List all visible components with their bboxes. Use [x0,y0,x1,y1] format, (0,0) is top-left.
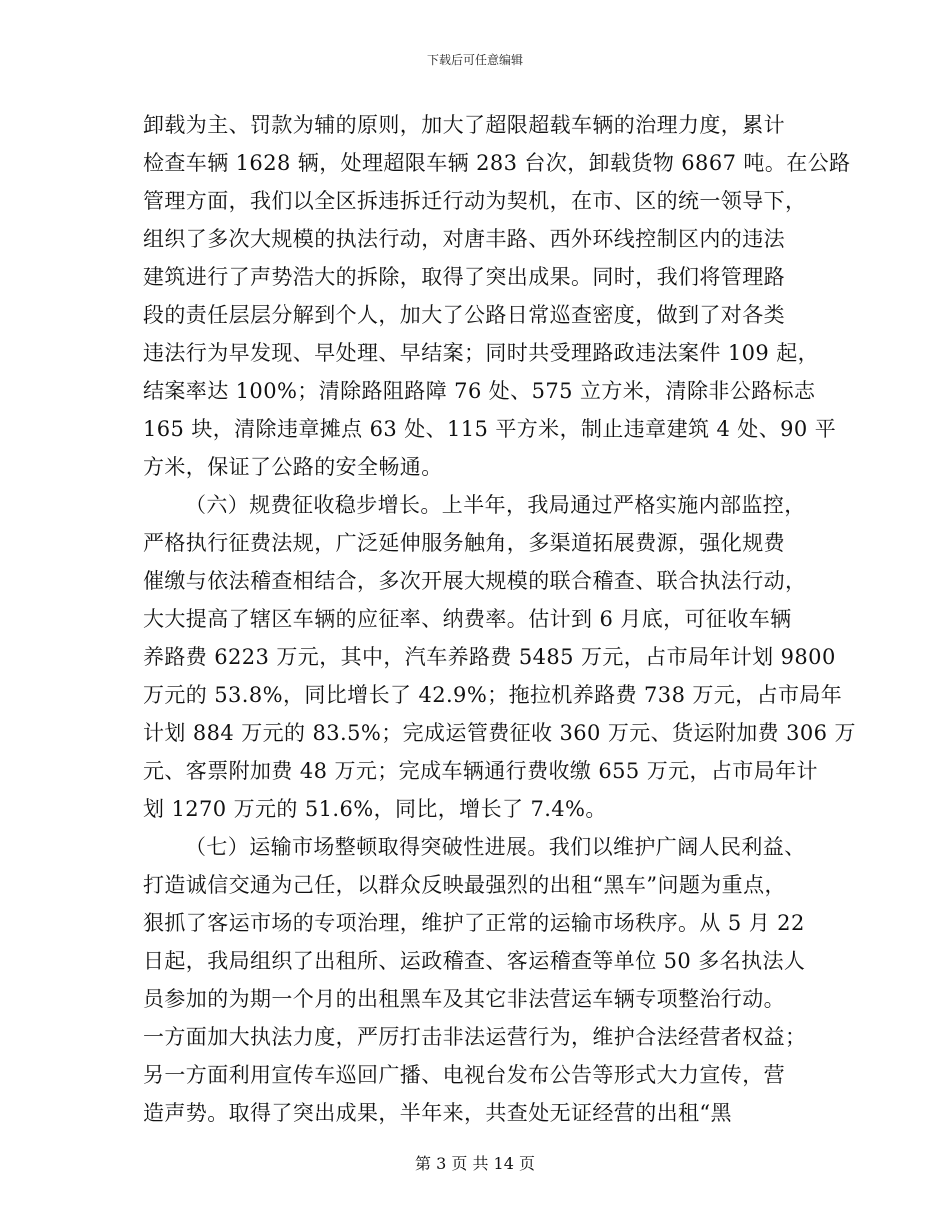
text-line: 165 块，清除违章摊点 63 处、115 平方米，制止违章建筑 4 处、90 平 [143,417,837,441]
text-line: 打造诚信交通为己任，以群众反映最强烈的出租“黑车”问题为重点， [143,873,786,897]
document-body [143,106,856,1132]
text-line: 方米，保证了公路的安全畅通。 [143,455,443,479]
section-heading-line: （七）运输市场整顿取得突破性进展。我们以维护广阔人民利益、 [185,835,806,859]
text-line: 卸载为主、罚款为辅的原则，加大了超限超载车辆的治理力度，累计 [143,113,785,137]
text-line: 养路费 6223 万元，其中，汽车养路费 5485 万元，占市局年计划 9800 [143,645,836,669]
text-line: 催缴与依法稽查相结合，多次开展大规模的联合稽查、联合执法行动， [143,569,807,593]
text-line: 计划 884 万元的 83.5%；完成运管费征收 360 万元、货运附加费 306 万 [143,721,856,745]
text-line: 管理方面，我们以全区拆违拆迁行动为契机，在市、区的统一领导下， [143,189,807,213]
page-footer: 第 3 页 共 14 页 [415,1154,535,1173]
text-line: 组织了多次大规模的执法行动，对唐丰路、西外环线控制区内的违法 [143,227,785,251]
text-line: 日起，我局组织了出租所、运政稽查、客运稽查等单位 50 多名执法人 [143,949,806,973]
text-line: 一方面加大执法力度，严厉打击非法运营行为，维护合法经营者权益； [143,1025,807,1049]
page-header: 下载后可任意编辑 [426,53,523,67]
text-line: 严格执行征费法规，广泛延伸服务触角，多渠道拓展费源，强化规费 [143,531,785,555]
text-line: 段的责任层层分解到个人，加大了公路日常巡查密度，做到了对各类 [143,303,785,327]
text-line: 另一方面利用宣传车巡回广播、电视台发布公告等形式大力宣传，营 [143,1063,785,1087]
text-line: 元、客票附加费 48 万元；完成车辆通行费收缴 655 万元，占市局年计 [143,759,818,783]
text-line: 造声势。取得了突出成果，半年来，共查处无证经营的出租“黑 [143,1101,732,1125]
text-line: 违法行为早发现、早处理、早结案；同时共受理路政违法案件 109 起， [143,341,820,365]
text-line: 结案率达 100%；清除路阻路障 76 处、575 立方米，清除非公路标志 [143,379,816,403]
text-line: 建筑进行了声势浩大的拆除，取得了突出成果。同时，我们将管理路 [143,265,785,289]
text-line: 万元的 53.8%，同比增长了 42.9%；拖拉机养路费 738 万元，占市局年 [143,683,843,707]
text-line: 狠抓了客运市场的专项治理，维护了正常的运输市场秩序。从 5 月 22 [143,911,805,935]
text-line: 大大提高了辖区车辆的应征率、纳费率。估计到 6 月底，可征收车辆 [143,607,792,631]
text-line: 划 1270 万元的 51.6%，同比，增长了 7.4%。 [143,797,607,821]
text-line: 检查车辆 1628 辆，处理超限车辆 283 台次，卸载货物 6867 吨。在公路 [143,151,851,175]
section-heading-line: （六）规费征收稳步增长。上半年，我局通过严格实施内部监控， [185,493,806,517]
text-line: 员参加的为期一个月的出租黑车及其它非法营运车辆专项整治行动。 [143,987,785,1011]
